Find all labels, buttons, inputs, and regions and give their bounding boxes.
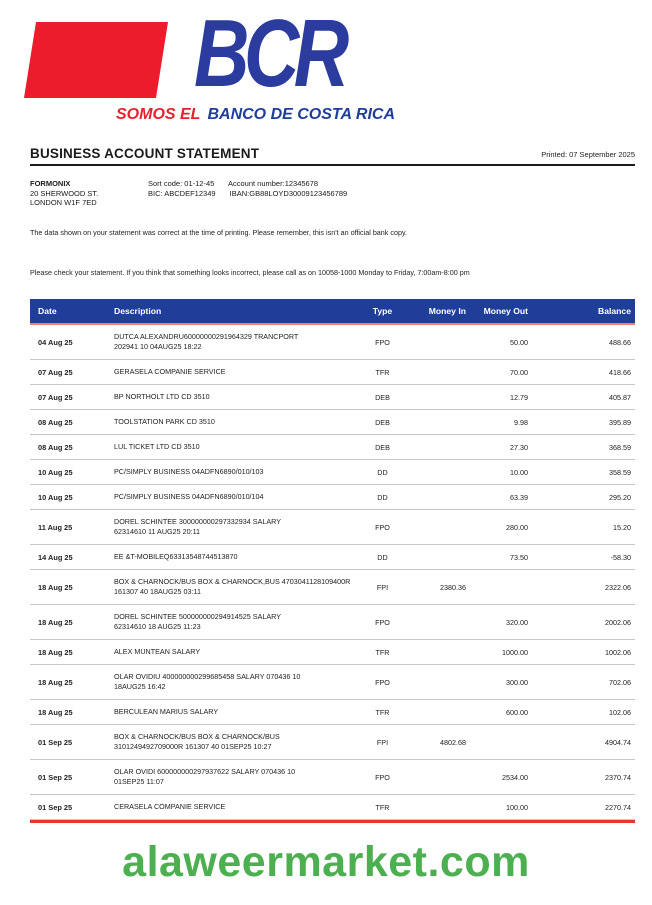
- date-cell: 08 Aug 25: [30, 410, 110, 435]
- sort-code: Sort code: 01-12-45: [148, 179, 215, 188]
- money-in-cell: [410, 795, 470, 820]
- balance-cell: 405.87: [532, 385, 635, 410]
- money-out-cell: 300.00: [470, 665, 532, 700]
- balance-cell: 4904.74: [532, 725, 635, 760]
- money-in-cell: [410, 460, 470, 485]
- money-out-cell: 2534.00: [470, 760, 532, 795]
- description-cell: GERASELA COMPANIE SERVICE: [110, 360, 355, 385]
- balance-cell: 488.66: [532, 324, 635, 360]
- balance-cell: 1002.06: [532, 640, 635, 665]
- tagline-banco: BANCO DE COSTA RICA: [207, 106, 396, 123]
- money-out-cell: 63.39: [470, 485, 532, 510]
- brand-tagline: [116, 106, 395, 124]
- money-in-cell: [410, 640, 470, 665]
- balance-cell: 702.06: [532, 665, 635, 700]
- money-out-cell: [470, 725, 532, 760]
- description-cell: BOX & CHARNOCK/BUS BOX & CHARNOCK/BUS 3101249492709000R 161307 40 01SEP25 10:27: [110, 725, 355, 760]
- table-row: [30, 435, 635, 460]
- description-cell: DOREL SCHINTEE 300000000297332934 SALARY 62314610 11 AUG25 20:11: [110, 510, 355, 545]
- money-in-cell: [410, 760, 470, 795]
- bcr-flag-logo: [24, 22, 168, 98]
- type-cell: DD: [355, 485, 410, 510]
- money-in-cell: [410, 700, 470, 725]
- money-out-cell: 9.98: [470, 410, 532, 435]
- table-row: [30, 760, 635, 795]
- column-header-money-in: Money In: [410, 299, 470, 324]
- money-in-cell: [410, 360, 470, 385]
- description-cell: DUTCA ALEXANDRU60000000291964329 TRANCPORT 202941 10 04AUG25 18:22: [110, 324, 355, 360]
- date-cell: 07 Aug 25: [30, 360, 110, 385]
- table-row: [30, 795, 635, 820]
- type-cell: FPO: [355, 665, 410, 700]
- money-in-cell: [410, 324, 470, 360]
- contact-notice: Please check your statement. If you think that something looks incorrect, please call as on 10058-1000 Monday to Friday, 7:00am-8:00 pm: [30, 268, 470, 277]
- money-out-cell: 320.00: [470, 605, 532, 640]
- date-cell: 18 Aug 25: [30, 700, 110, 725]
- table-header: [30, 299, 635, 324]
- date-cell: 01 Sep 25: [30, 760, 110, 795]
- balance-cell: 15.20: [532, 510, 635, 545]
- column-header-balance: Balance: [532, 299, 635, 324]
- date-cell: 18 Aug 25: [30, 665, 110, 700]
- bcr-logo-text: BCR: [194, 0, 344, 107]
- money-out-cell: 70.00: [470, 360, 532, 385]
- description-cell: DOREL SCHINTEE 500000000294914525 SALARY 62314610 18 AUG25 11:23: [110, 605, 355, 640]
- type-cell: TFR: [355, 360, 410, 385]
- table-row: [30, 360, 635, 385]
- description-cell: CERASELA COMPANIE SERVICE: [110, 795, 355, 820]
- description-cell: PC/SIMPLY BUSINESS 04ADFN6890/010/103: [110, 460, 355, 485]
- description-cell: LUL TICKET LTD CD 3510: [110, 435, 355, 460]
- transactions-body: [30, 324, 635, 820]
- money-in-cell: [410, 435, 470, 460]
- money-out-cell: 27.30: [470, 435, 532, 460]
- date-cell: 07 Aug 25: [30, 385, 110, 410]
- account-number: Account number:12345678: [227, 179, 319, 188]
- balance-cell: 358.59: [532, 460, 635, 485]
- description-cell: BOX & CHARNOCK/BUS BOX & CHARNOCK,BUS 4703041128109400R 161307 40 18AUG25 03:11: [110, 570, 355, 605]
- account-numbers: [148, 179, 359, 198]
- money-out-cell: 280.00: [470, 510, 532, 545]
- money-in-cell: [410, 605, 470, 640]
- account-info: [30, 179, 620, 208]
- type-cell: TFR: [355, 640, 410, 665]
- description-cell: TOOLSTATION PARK CD 3510: [110, 410, 355, 435]
- description-cell: OLAR OVIDIU 400000000299685458 SALARY 070436 10 18AUG25 16:42: [110, 665, 355, 700]
- balance-cell: 395.89: [532, 410, 635, 435]
- description-cell: BP NORTHOLT LTD CD 3510: [110, 385, 355, 410]
- column-header-money-out: Money Out: [470, 299, 532, 324]
- money-out-cell: 1000.00: [470, 640, 532, 665]
- table-row: [30, 545, 635, 570]
- money-in-cell: 2380.36: [410, 570, 470, 605]
- date-cell: 18 Aug 25: [30, 605, 110, 640]
- money-out-cell: 100.00: [470, 795, 532, 820]
- table-row: [30, 324, 635, 360]
- table-row: [30, 485, 635, 510]
- money-out-cell: 10.00: [470, 460, 532, 485]
- table-row: [30, 700, 635, 725]
- table-row: [30, 640, 635, 665]
- table-row: [30, 410, 635, 435]
- description-cell: BERCULEAN MARIUS SALARY: [110, 700, 355, 725]
- address-line-2: LONDON W1F 7ED: [30, 198, 97, 207]
- type-cell: DEB: [355, 410, 410, 435]
- type-cell: TFR: [355, 700, 410, 725]
- type-cell: FPO: [355, 760, 410, 795]
- type-cell: FPO: [355, 605, 410, 640]
- address-line-1: 20 SHERWOOD ST.: [30, 188, 99, 198]
- money-in-cell: [410, 485, 470, 510]
- money-out-cell: 50.00: [470, 324, 532, 360]
- table-row: [30, 570, 635, 605]
- balance-cell: 295.20: [532, 485, 635, 510]
- transactions-table: [30, 299, 635, 823]
- table-row: [30, 665, 635, 700]
- table-row: [30, 385, 635, 410]
- page-title: BUSINESS ACCOUNT STATEMENT: [30, 146, 260, 161]
- money-in-cell: [410, 410, 470, 435]
- printed-date: Printed: 07 September 2025: [541, 150, 635, 159]
- column-header-description: Description: [110, 299, 355, 324]
- title-divider: [30, 164, 635, 166]
- balance-cell: 2270.74: [532, 795, 635, 820]
- date-cell: 11 Aug 25: [30, 510, 110, 545]
- balance-cell: 102.06: [532, 700, 635, 725]
- date-cell: 10 Aug 25: [30, 460, 110, 485]
- date-cell: 08 Aug 25: [30, 435, 110, 460]
- column-header-type: Type: [355, 299, 410, 324]
- column-header-date: Date: [30, 299, 110, 324]
- type-cell: TFR: [355, 795, 410, 820]
- date-cell: 18 Aug 25: [30, 640, 110, 665]
- type-cell: DEB: [355, 435, 410, 460]
- money-in-cell: [410, 510, 470, 545]
- balance-cell: 418.66: [532, 360, 635, 385]
- date-cell: 01 Sep 25: [30, 725, 110, 760]
- balance-cell: 2370.74: [532, 760, 635, 795]
- money-in-cell: [410, 385, 470, 410]
- balance-cell: 2322.06: [532, 570, 635, 605]
- watermark-text: alaweermarket.com: [122, 838, 530, 886]
- date-cell: 18 Aug 25: [30, 570, 110, 605]
- type-cell: DEB: [355, 385, 410, 410]
- type-cell: FPO: [355, 324, 410, 360]
- description-cell: EE &T-MOBILEQ63313548744513870: [110, 545, 355, 570]
- table-row: [30, 605, 635, 640]
- statement-notice: The data shown on your statement was correct at the time of printing. Please remember, this isn't an official bank copy.: [30, 228, 408, 237]
- balance-cell: 368.59: [532, 435, 635, 460]
- money-out-cell: 12.79: [470, 385, 532, 410]
- description-cell: PC/SIMPLY BUSINESS 04ADFN6890/010/104: [110, 485, 355, 510]
- description-cell: ALEX MUNTEAN SALARY: [110, 640, 355, 665]
- money-out-cell: [470, 570, 532, 605]
- money-in-cell: [410, 545, 470, 570]
- table-row: [30, 725, 635, 760]
- money-out-cell: 73.50: [470, 545, 532, 570]
- account-holder: FORMONIX: [30, 179, 71, 188]
- money-in-cell: [410, 665, 470, 700]
- date-cell: 10 Aug 25: [30, 485, 110, 510]
- table-row: [30, 510, 635, 545]
- balance-cell: -58.30: [532, 545, 635, 570]
- bic: BIC: ABCDEF12349: [148, 188, 216, 198]
- tagline-somos-el: SOMOS EL: [116, 106, 201, 123]
- description-cell: OLAR OVIDI 600000000297937622 SALARY 070436 10 01SEP25 11:07: [110, 760, 355, 795]
- type-cell: DD: [355, 545, 410, 570]
- iban: IBAN:GB88LOYD30009123456789: [229, 188, 348, 198]
- type-cell: FPI: [355, 570, 410, 605]
- date-cell: 14 Aug 25: [30, 545, 110, 570]
- date-cell: 04 Aug 25: [30, 324, 110, 360]
- table-row: [30, 460, 635, 485]
- money-out-cell: 600.00: [470, 700, 532, 725]
- date-cell: 01 Sep 25: [30, 795, 110, 820]
- type-cell: FPI: [355, 725, 410, 760]
- money-in-cell: 4802.68: [410, 725, 470, 760]
- type-cell: FPO: [355, 510, 410, 545]
- balance-cell: 2002.06: [532, 605, 635, 640]
- type-cell: DD: [355, 460, 410, 485]
